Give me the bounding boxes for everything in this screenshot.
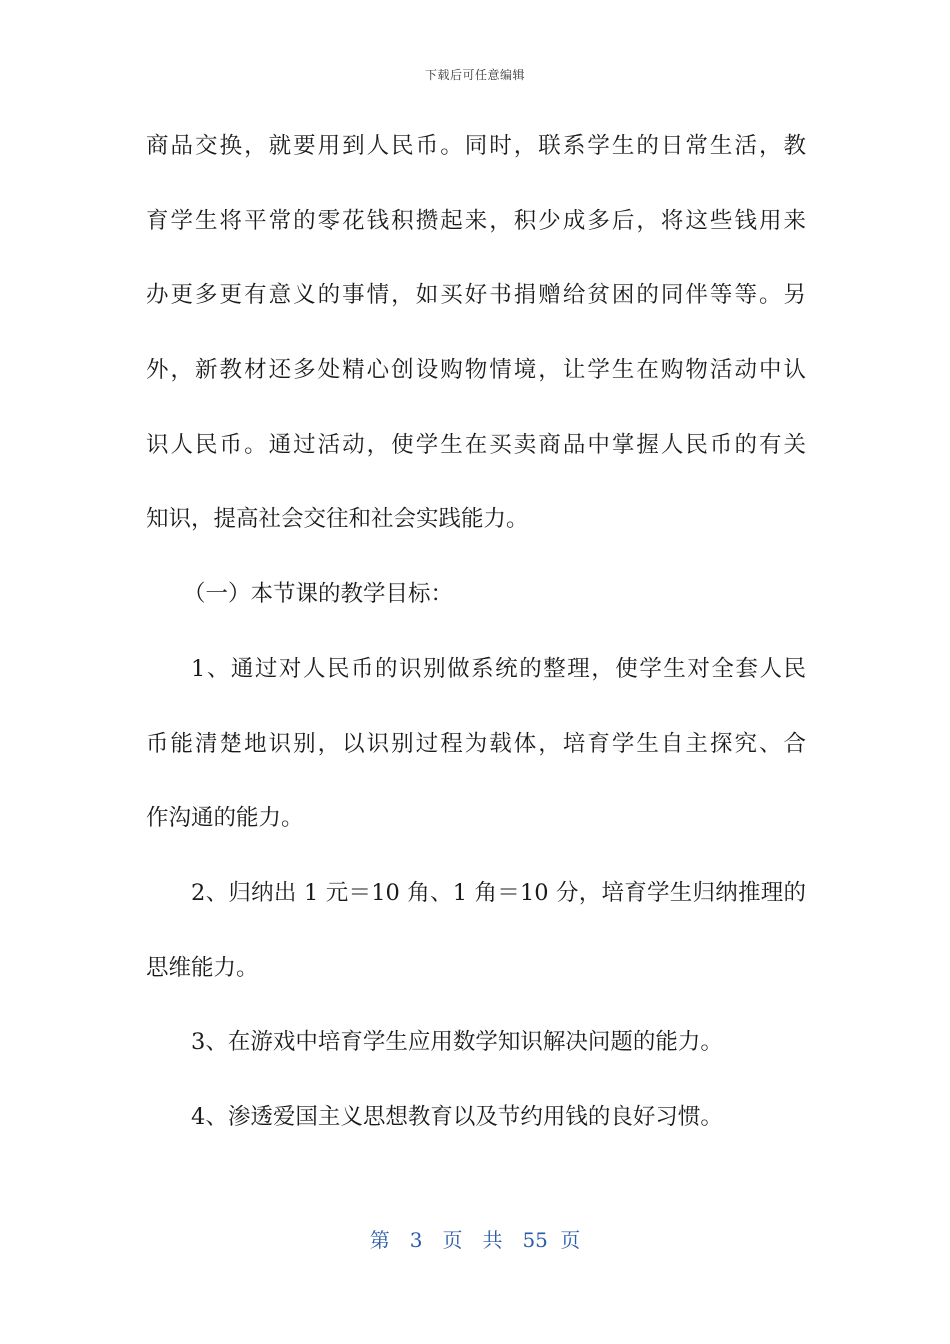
paragraph-line: 知识，提高社会交往和社会实践能力。 [146, 506, 529, 533]
document-body [146, 122, 806, 1168]
paragraph-line: 商品交换，就要用到人民币。同时，联系学生的日常生活，教 [146, 133, 806, 159]
goal-line: 2、归纳出 1 元＝10 角、1 角＝10 分，培育学生归纳推理的 [191, 879, 806, 906]
goal-line: 1、通过对人民币的识别做系统的整理，使学生对全套人民 [191, 655, 806, 682]
goal-line: 4、渗透爱国主义思想教育以及节约用钱的良好习惯。 [191, 1103, 723, 1130]
section-heading: （一）本节课的教学目标： [183, 581, 454, 608]
paragraph-line: 育学生将平常的零花钱积攒起来，积少成多后，将这些钱用来 [146, 207, 806, 234]
page-number: 第 3 页 共 55 页 [369, 1228, 581, 1252]
goal-line: 思维能力。 [146, 954, 259, 981]
paragraph-line: 识人民币。通过活动，使学生在买卖商品中掌握人民币的有关 [146, 431, 806, 458]
goal-line: 3、在游戏中培育学生应用数学知识解决问题的能力。 [191, 1029, 723, 1056]
page-header-note: 下载后可任意编辑 [424, 68, 525, 82]
paragraph-line: 外，新教材还多处精心创设购物情境，让学生在购物活动中认 [146, 357, 806, 384]
paragraph-line: 办更多更有意义的事情，如买好书捐赠给贫困的同伴等等。另 [146, 282, 806, 309]
goal-line: 作沟通的能力。 [146, 805, 304, 832]
goal-line: 币能清楚地识别，以识别过程为载体，培育学生自主探究、合 [146, 730, 806, 757]
